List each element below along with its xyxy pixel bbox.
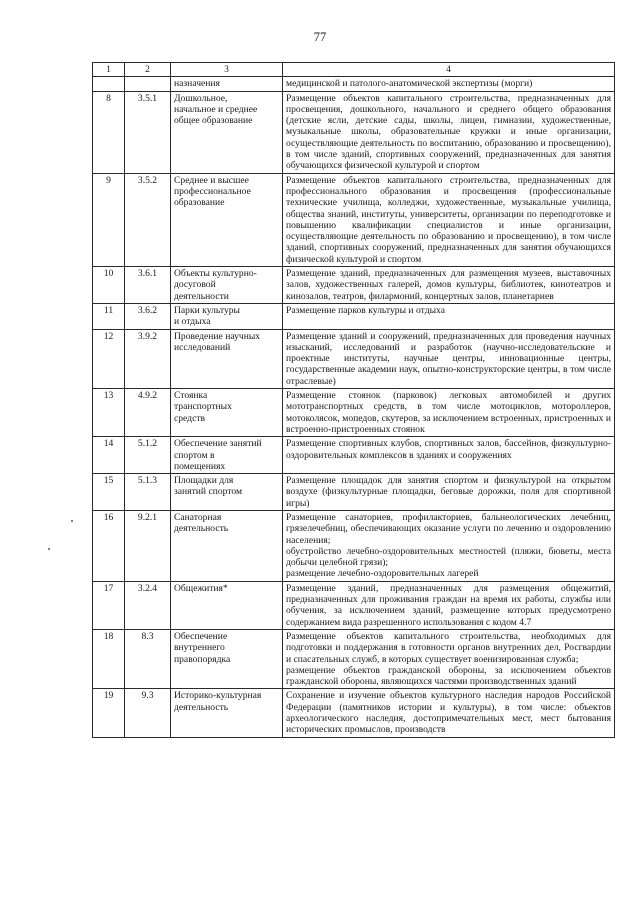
use-name-line: назначения (174, 78, 220, 90)
use-name-line: Среднее и высшее (174, 174, 249, 186)
use-code: 3.2.4 (125, 581, 171, 629)
use-name-line: Парки культуры (174, 304, 240, 316)
use-description (283, 329, 615, 388)
table-row (93, 629, 615, 688)
use-name (171, 267, 283, 304)
use-name-line: Обеспечение занятий (174, 438, 262, 450)
use-name-line: общее образование (174, 115, 253, 127)
use-name-line: занятий спортом (174, 486, 243, 498)
use-name-line: исследований (174, 341, 231, 353)
table-row (93, 581, 615, 629)
use-name-line: Санаторная (174, 511, 222, 523)
use-name (171, 91, 283, 173)
use-description-paragraph: обустройство лечебно-оздоровительных местностей (пляжи, бюветы, места добычи целебной грязи); (286, 545, 611, 569)
row-number: 16 (93, 510, 125, 581)
use-name (171, 474, 283, 511)
header-cell: 4 (283, 63, 615, 77)
row-number: 11 (93, 303, 125, 329)
use-code: 3.9.2 (125, 329, 171, 388)
table-row (93, 303, 615, 329)
use-code: 4.9.2 (125, 389, 171, 437)
table-row (93, 77, 615, 91)
use-description (283, 474, 615, 511)
table-row (93, 389, 615, 437)
use-name-line: внутреннего (174, 642, 225, 654)
use-name-line: Историко-культурная (174, 690, 262, 702)
table-row (93, 510, 615, 581)
table-row (93, 474, 615, 511)
use-description-paragraph: Размещение зданий и сооружений, предназначенных для проведения научных изысканий, исследований и разработок (научно-исследовательские и проектные институты, научные центры, инновационные центры, государственные академии наук, опытно-конструкторские центры, в том числе отраслевые) (286, 330, 611, 387)
use-description-paragraph: Размещение спортивных клубов, спортивных залов, бассейнов, физкультурно-оздоровительных комплексов в зданиях и сооружениях (286, 438, 611, 461)
row-number: 9 (93, 173, 125, 266)
use-name-line: Площадки для (174, 475, 234, 487)
use-description-paragraph: Сохранение и изучение объектов культурного наследия народов Российской Федерации (памятников истории и культуры), в том числе: объектов археологического наследия, достопримечательных мест, мест бытования исторических промыслов, производств (286, 690, 611, 736)
use-name (171, 389, 283, 437)
use-description-paragraph: Размещение объектов капитального строительства, предназначенных для просвещения, дошкольного, начального и среднего общего образования (детские ясли, детские сады, школы, лицеи, гимназии, художественные, музыкальные школы, образовательные кружки и иные организации, осуществляющие деятельность по воспитанию, образованию и просвещению), в том числе зданий, спортивных сооружений, предназначенных для занятия обучающихся физической культурой и спортом (286, 92, 611, 172)
use-name-line: Обеспечение (174, 630, 228, 642)
use-code: 3.5.2 (125, 173, 171, 266)
row-number: 19 (93, 689, 125, 737)
use-name-line: транспортных (174, 401, 232, 413)
use-description (283, 303, 615, 329)
table-row (93, 91, 615, 173)
use-code: 9.3 (125, 689, 171, 737)
use-name-line: спортом в (174, 449, 215, 461)
use-description (283, 437, 615, 474)
land-use-table (92, 62, 614, 738)
row-number: 13 (93, 389, 125, 437)
use-name-line: деятельность (174, 523, 229, 535)
use-description-paragraph: Размещение площадок для занятия спортом и физкультурой на открытом воздухе (физкультурные площадки, беговые дорожки, поля для спортивной игры) (286, 475, 611, 509)
use-description-paragraph: Размещение объектов капитального строительства, предназначенных для профессионального образования и просвещения (профессиональные технические училища, колледжи, художественные, музыкальные училища, общества знаний, институты, университеты, организации по переподготовке и повышению квалификации специалистов и иные организации, осуществляющие деятельность по образованию и просвещению), в том числе зданий, спортивных сооружений, предназначенных для занятия обучающихся физической культурой и спортом (286, 174, 611, 265)
use-name (171, 510, 283, 581)
use-name (171, 689, 283, 737)
use-name-line: профессиональное (174, 185, 251, 197)
use-description (283, 173, 615, 266)
row-number (93, 77, 125, 91)
use-name-line: начальное и среднее (174, 103, 258, 115)
use-name-line: Объекты культурно- (174, 268, 257, 280)
table-row (93, 329, 615, 388)
use-description (283, 689, 615, 737)
use-name-line: досуговой (174, 279, 216, 291)
use-name-line: Общежития* (174, 582, 228, 594)
use-name-line: деятельность (174, 701, 229, 713)
use-description-paragraph: Размещение объектов капитального строительства, необходимых для подготовки и поддержания в готовности органов внутренних дел, Росгвардии и спасательных служб, в которых существует военизированная служба; (286, 630, 611, 665)
use-description-paragraph: Размещение парков культуры и отдыха (286, 304, 445, 316)
use-code (125, 77, 171, 91)
use-name-line: Стоянка (174, 390, 208, 402)
row-number: 10 (93, 267, 125, 304)
use-code: 9.2.1 (125, 510, 171, 581)
use-description (283, 629, 615, 688)
use-description-paragraph: Размещение санаториев, профилакториев, бальнеологических лечебниц, грязелечебниц, обеспечивающих оказание услуги по лечению и оздоровлению населения; (286, 511, 611, 546)
table-row (93, 173, 615, 266)
use-name (171, 437, 283, 474)
header-cell: 2 (125, 63, 171, 77)
use-name-line: деятельности (174, 290, 229, 302)
use-description (283, 389, 615, 437)
use-description-paragraph: размещение объектов гражданской обороны, за исключением объектов гражданской обороны, являющихся частями производственных зданий (286, 664, 611, 688)
use-name-line: и отдыха (174, 316, 211, 328)
use-code: 3.6.1 (125, 267, 171, 304)
row-number: 17 (93, 581, 125, 629)
use-name (171, 77, 283, 91)
table-body (93, 63, 615, 738)
use-description-paragraph: Размещение зданий, предназначенных для размещения музеев, выставочных залов, художественных галерей, домов культуры, библиотек, кинотеатров и кинозалов, театров, филармоний, концертных залов, планетариев (286, 268, 611, 302)
use-name-line: Проведение научных (174, 330, 261, 342)
table-row (93, 267, 615, 304)
use-description (283, 77, 615, 91)
use-name (171, 329, 283, 388)
row-number: 18 (93, 629, 125, 688)
page-number: 77 (313, 30, 327, 44)
use-code: 5.1.2 (125, 437, 171, 474)
scan-speck (71, 520, 73, 522)
use-code: 8.3 (125, 629, 171, 688)
table-row (93, 689, 615, 737)
use-name-line: правопорядка (174, 653, 231, 665)
header-cell: 3 (171, 63, 283, 77)
use-code: 5.1.3 (125, 474, 171, 511)
use-description-paragraph: медицинской и патолого-анатомической экспертизы (морги) (286, 78, 533, 90)
use-code: 3.6.2 (125, 303, 171, 329)
row-number: 15 (93, 474, 125, 511)
use-description (283, 581, 615, 629)
use-name (171, 581, 283, 629)
use-description-paragraph: Размещение стоянок (парковок) легковых автомобилей и других мототранспортных средств, в том числе мотоциклов, мотороллеров, мотоколясок, мопедов, скутеров, за исключением встроенных, пристроенных и встроенно-пристроенных стоянок (286, 390, 611, 435)
use-name (171, 303, 283, 329)
use-name-line: помещениях (174, 460, 226, 472)
use-description (283, 510, 615, 581)
use-description (283, 91, 615, 173)
use-name-line: средств (174, 412, 206, 424)
header-cell: 1 (93, 63, 125, 77)
table-header-row (93, 63, 615, 77)
use-description (283, 267, 615, 304)
use-name-line: образование (174, 197, 225, 209)
scan-speck (48, 548, 50, 550)
use-name-line: Дошкольное, (174, 92, 228, 104)
row-number: 14 (93, 437, 125, 474)
row-number: 12 (93, 329, 125, 388)
use-name (171, 173, 283, 266)
table-row (93, 437, 615, 474)
use-name (171, 629, 283, 688)
use-code: 3.5.1 (125, 91, 171, 173)
row-number: 8 (93, 91, 125, 173)
use-description-paragraph: размещение лечебно-оздоровительных лагерей (286, 568, 479, 580)
use-description-paragraph: Размещение зданий, предназначенных для размещения общежитий, предназначенных для проживания граждан на время их работы, службы или обучения, за исключением зданий, размещение которых предусмотрено содержанием вида разрешенного использования с кодом 4.7 (286, 582, 611, 628)
